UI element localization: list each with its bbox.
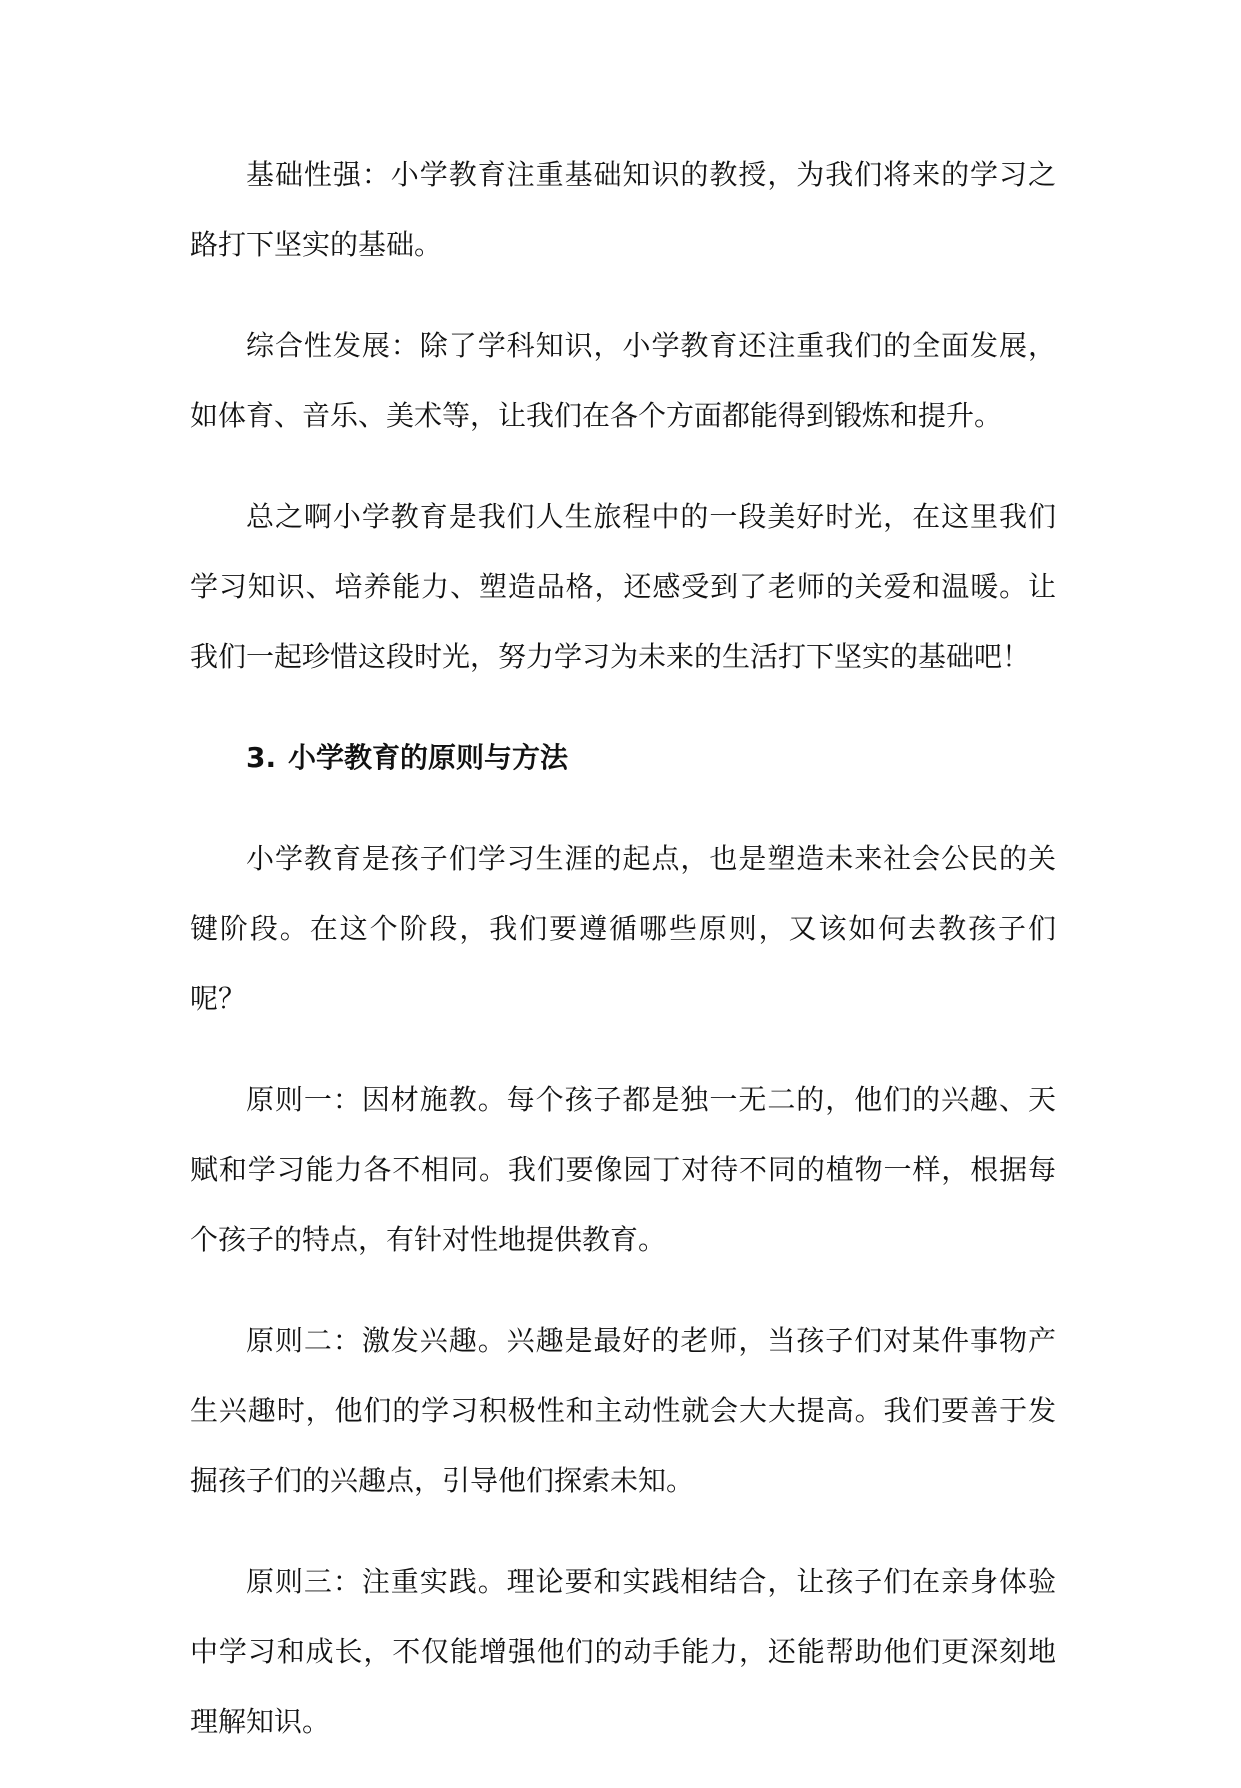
paragraph-comprehensive-development: 综合性发展：除了学科知识，小学教育还注重我们的全面发展，如体育、音乐、美术等，让我们在各个方面都能得到锻炼和提升。 [190,329,1056,432]
paragraph-principle-one: 原则一：因材施教。每个孩子都是独一无二的，他们的兴趣、天赋和学习能力各不相同。我们要像园丁对待不同的植物一样，根据每个孩子的特点，有针对性地提供教育。 [190,1083,1056,1256]
paragraph-conclusion: 总之啊小学教育是我们人生旅程中的一段美好时光，在这里我们学习知识、培养能力、塑造品格，还感受到了老师的关爱和温暖。让我们一起珍惜这段时光，努力学习为未来的生活打下坚实的基础吧！ [190,500,1056,673]
paragraph-principle-two: 原则二：激发兴趣。兴趣是最好的老师，当孩子们对某件事物产生兴趣时，他们的学习积极性和主动性就会大大提高。我们要善于发掘孩子们的兴趣点，引导他们探索未知。 [190,1324,1056,1497]
section-title: 小学教育的原则与方法 [288,741,569,774]
paragraph-basic-strength: 基础性强：小学教育注重基础知识的教授，为我们将来的学习之路打下坚实的基础。 [190,158,1056,261]
paragraph-principle-three: 原则三：注重实践。理论要和实践相结合，让孩子们在亲身体验中学习和成长，不仅能增强他们的动手能力，还能帮助他们更深刻地理解知识。 [190,1565,1056,1738]
section-heading [190,723,1056,793]
paragraph-intro: 小学教育是孩子们学习生涯的起点，也是塑造未来社会公民的关键阶段。在这个阶段，我们要遵循哪些原则，又该如何去教孩子们呢？ [190,842,1056,1015]
document-body [190,140,1056,1788]
section-number: 3. [246,741,277,774]
